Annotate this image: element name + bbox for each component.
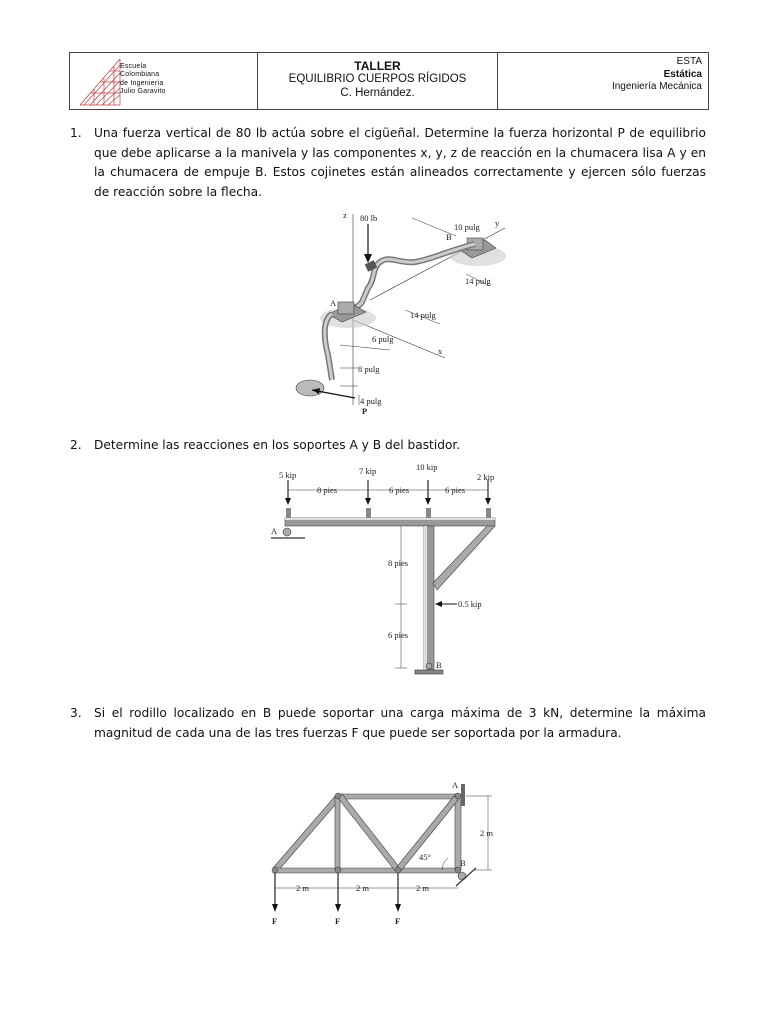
document-title: TALLER xyxy=(354,59,401,73)
document-header xyxy=(69,52,709,110)
label-y: y xyxy=(495,218,500,228)
problem-number: 1. xyxy=(70,126,82,140)
label-8pies-side: 8 pies xyxy=(388,558,409,568)
header-course-cell xyxy=(498,53,708,109)
program-label: Ingeniería Mecánica xyxy=(611,81,702,92)
problem-text: Determine las reacciones en los soportes A y B del bastidor. xyxy=(94,438,461,452)
label-f1: F xyxy=(272,916,278,926)
label-45deg: 45° xyxy=(419,852,431,862)
logo-line: Colombiana xyxy=(120,71,160,79)
truss-members xyxy=(273,794,461,873)
figure-crankshaft xyxy=(280,210,520,420)
label-2m-a: 2 m xyxy=(296,883,309,893)
x-axis xyxy=(353,320,445,358)
problem-text: Si el rodillo localizado en B puede soportar una carga máxima de 3 kN, determine la máxima magnitud de cada una de las tres fuerzas F que puede ser soportada por la armadura. xyxy=(94,706,706,740)
label-5kip: 5 kip xyxy=(279,470,297,480)
label-8pies-top: 8 pies xyxy=(317,485,338,495)
label-b: B xyxy=(446,232,452,242)
label-8pulg: 8 pulg xyxy=(358,364,380,374)
support-b xyxy=(426,663,432,669)
label-f3: F xyxy=(395,916,401,926)
label-load: 80 lb xyxy=(360,213,378,223)
label-4pulg: 4 pulg xyxy=(360,396,382,406)
label-2m-b: 2 m xyxy=(356,883,369,893)
hand-icon xyxy=(296,380,324,396)
org-label: ESTA xyxy=(676,56,702,67)
label-10kip: 10 kip xyxy=(416,462,438,472)
label-b: B xyxy=(436,660,442,670)
figure-frame xyxy=(265,458,515,688)
label-2m-c: 2 m xyxy=(416,883,429,893)
document-subtitle: EQUILIBRIO CUERPOS RÍGIDOS xyxy=(288,73,467,85)
problem-text: Una fuerza vertical de 80 lb actúa sobre el cigüeñal. Determine la fuerza horizontal P de equilibrio que debe aplicarse a la manivela y las componentes x, y, z de reacción en la chumacera lisa A y en la chumacera de empuje B. Estos cojinetes están alineados correctamente y ejercen sólo fuerzas de reacción sobre la flecha. xyxy=(94,126,706,199)
figure-truss xyxy=(262,772,512,932)
problem-3 xyxy=(70,704,706,743)
label-14pulg-a: 14 pulg xyxy=(465,276,491,286)
problem-2 xyxy=(70,436,706,456)
label-6pulg: 6 pulg xyxy=(372,334,394,344)
label-a: A xyxy=(452,780,459,790)
problem-1 xyxy=(70,124,706,202)
label-14pulg-b: 14 pulg xyxy=(410,310,436,320)
label-p: P xyxy=(362,406,368,416)
problem-number: 3. xyxy=(70,706,82,720)
label-6pies-top-a: 6 pies xyxy=(389,485,410,495)
label-2m-height: 2 m xyxy=(480,828,493,838)
bearing-b xyxy=(450,238,506,266)
header-title-cell xyxy=(258,53,498,109)
label-6pies-top-b: 6 pies xyxy=(445,485,466,495)
label-x: x xyxy=(438,346,443,356)
label-6pies-side: 6 pies xyxy=(388,630,409,640)
label-a: A xyxy=(271,526,278,536)
label-z: z xyxy=(343,210,347,220)
logo-line: Julio Garavito xyxy=(120,87,166,95)
label-b: B xyxy=(460,858,466,868)
problem-number: 2. xyxy=(70,438,82,452)
logo-line: de Ingeniería xyxy=(120,79,164,87)
logo-text xyxy=(120,63,166,96)
label-a: A xyxy=(330,298,337,308)
logo-line: Escuela xyxy=(120,63,147,70)
support-a xyxy=(283,528,291,536)
logo-mark-icon xyxy=(74,53,124,109)
label-7kip: 7 kip xyxy=(359,466,377,476)
label-f2: F xyxy=(335,916,341,926)
label-10pulg: 10 pulg xyxy=(454,222,480,232)
document-author: C. Hernández. xyxy=(340,86,415,99)
label-0-5kip: 0.5 kip xyxy=(458,599,482,609)
support-a xyxy=(461,784,465,806)
course-label: Estática xyxy=(663,68,702,80)
label-2kip: 2 kip xyxy=(477,472,495,482)
brace xyxy=(433,526,495,590)
school-logo xyxy=(70,53,258,109)
